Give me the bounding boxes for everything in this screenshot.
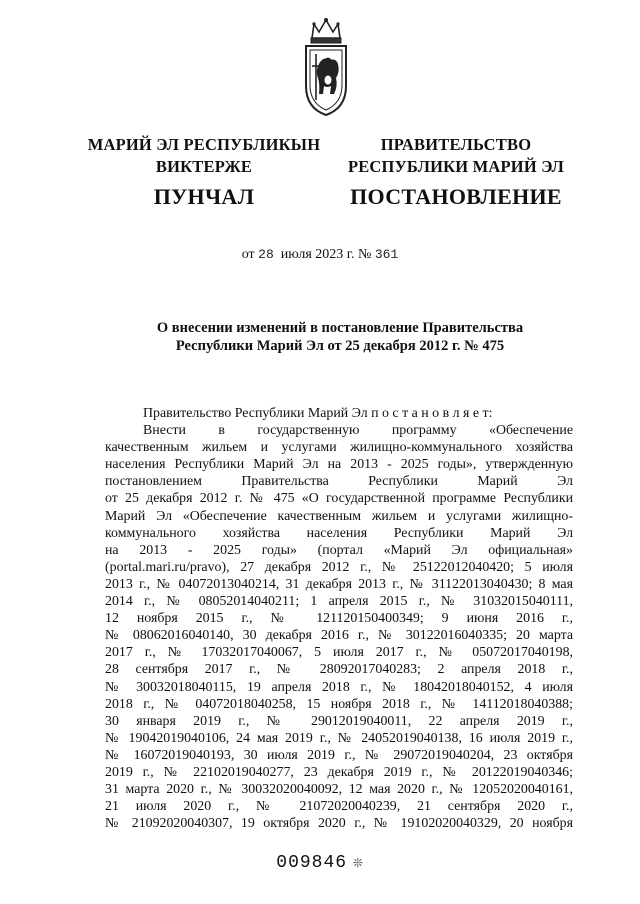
- body-line: 2019 г., № 22102019040277, 23 декабря 2019 г., № 20122019040346;: [105, 764, 573, 780]
- header-left-line2: ВИКТЕРЖЕ: [155, 157, 253, 176]
- body-line: 21 июля 2020 г., № 21072020040239, 21 сентября 2020 г.,: [105, 799, 573, 815]
- body-line: 28 сентября 2017 г., № 28092017040283; 2 апреля 2018 г.,: [105, 662, 573, 678]
- header-left-line1: МАРИЙ ЭЛ РЕСПУБЛИКЫН: [87, 135, 321, 154]
- body-line: от 25 декабря 2012 г. № 475 «О государственной программе Республики: [105, 491, 573, 507]
- title-line-1: О внесении изменений в постановление Правительства: [156, 320, 524, 336]
- title-line-2: Республики Марий Эл от 25 декабря 2012 г. № 475: [175, 338, 505, 354]
- body-line: Марий Эл «Обеспечение качественным жильем и услугами жилищно-: [105, 508, 573, 524]
- body-line: № 30032018040115, 19 апреля 2018 г., № 18042018040152, 4 июля: [105, 679, 573, 695]
- body-line: (portal.mari.ru/pravo), 27 декабря 2012 г., № 25122012040420; 5 июля: [105, 559, 573, 575]
- header-left: [84, 134, 324, 212]
- header-right-line1: ПРАВИТЕЛЬСТВО: [380, 135, 532, 154]
- body-line: 2013 г., № 04072013040214, 31 декабря 2013 г., № 31122013040430; 8 мая: [105, 576, 573, 592]
- serial-mark: ❊: [353, 854, 364, 872]
- body-line: № 21092020040307, 19 октября 2020 г., № 19102020040329, 20 ноября: [105, 816, 573, 832]
- body-line: 2014 г., № 08052014040211; 1 апреля 2015 г., № 31032015040111,: [105, 594, 573, 610]
- document-number: 361: [374, 247, 399, 262]
- header-right: [346, 134, 566, 212]
- date-month-year: июля 2023 г. №: [280, 247, 372, 262]
- document-body: [105, 405, 573, 832]
- header-right-line2: РЕСПУБЛИКИ МАРИЙ ЭЛ: [347, 157, 565, 176]
- body-line: Правительство Республики Марий Эл п о с т а н о в л я е т:: [143, 406, 493, 421]
- body-line: Внести в государственную программу «Обеспечение: [143, 423, 573, 439]
- header-right-title: ПОСТАНОВЛЕНИЕ: [350, 184, 562, 209]
- document-title: [80, 319, 600, 355]
- date-number-line: [0, 247, 640, 263]
- body-line: населения Республики Марий Эл на 2013 - 2025 годы», утвержденную: [105, 457, 573, 473]
- body-line: качественным жильем и услугами жилищно-коммунального хозяйства: [105, 440, 573, 456]
- serial-digits: 009846: [276, 853, 348, 873]
- serial-number: [0, 852, 640, 873]
- body-line: № 16072019040193, 30 июля 2019 г., № 29072019040204, 23 октября: [105, 747, 573, 763]
- coat-of-arms-emblem: [298, 14, 354, 118]
- body-line: на 2013 - 2025 годы» (портал «Марий Эл официальная»: [105, 542, 573, 558]
- date-prefix: от: [241, 247, 255, 262]
- body-line: коммунального хозяйства населения Республики Марий Эл: [105, 525, 573, 541]
- body-line: 12 ноября 2015 г., № 121120150400349; 9 июня 2016 г.,: [105, 611, 573, 627]
- body-line: 2017 г., № 17032017040067, 5 июля 2017 г., № 05072017040198,: [105, 645, 573, 661]
- body-line: 30 января 2019 г., № 29012019040011, 22 апреля 2019 г.,: [105, 713, 573, 729]
- body-line: 31 марта 2020 г., № 30032020040092, 12 мая 2020 г., № 12052020040161,: [105, 782, 573, 798]
- date-day: 28: [258, 247, 274, 262]
- header-left-title: ПУНЧАЛ: [153, 184, 255, 209]
- body-line: 2018 г., № 04072018040258, 15 ноября 2018 г., № 14112018040388;: [105, 696, 573, 712]
- body-line: № 19042019040106, 24 мая 2019 г., № 24052019040138, 16 июля 2019 г.,: [105, 730, 573, 746]
- body-line: № 08062016040140, 30 декабря 2016 г., № 30122016040335; 20 марта: [105, 628, 573, 644]
- body-line: постановлением Правительства Республики Марий Эл: [105, 474, 573, 490]
